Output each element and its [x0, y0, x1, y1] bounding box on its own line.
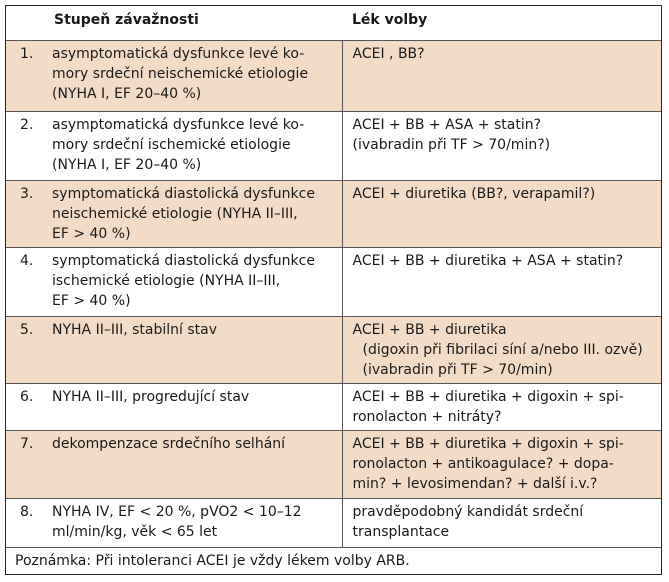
severity-cell [52, 316, 342, 383]
drug-line: (digoxin při fibrilaci síní a/nebo III. ozvě) [362, 341, 643, 358]
severity-line: EF > 40 %) [52, 292, 131, 309]
drug-line: (ivabradin při TF > 70/min?) [352, 136, 551, 153]
row-number: 8. [20, 503, 34, 520]
header-severity: Stupeň závažnosti [54, 12, 199, 28]
severity-line: mory srdeční neischemické etiologie [52, 65, 309, 82]
severity-cell [52, 247, 342, 316]
drug-cell [342, 111, 661, 180]
drug-line: ACEI + BB + diuretika + ASA + statin? [352, 252, 624, 269]
severity-line: asymptomatická dysfunkce levé ko- [52, 45, 305, 62]
table-header-row [6, 6, 661, 40]
drug-cell [342, 247, 661, 316]
severity-cell [52, 40, 342, 111]
table-row [6, 498, 661, 547]
table-row [6, 40, 661, 111]
row-number: 1. [20, 45, 34, 62]
header-drug: Lék volby [352, 12, 428, 28]
drug-cell [342, 40, 661, 111]
drug-line: ronolacton + nitráty? [352, 408, 502, 425]
severity-line: EF > 40 %) [52, 225, 131, 242]
table-row [6, 180, 661, 247]
severity-line: NYHA II–III, progredující stav [52, 388, 250, 405]
table-row [6, 316, 661, 383]
table-row [6, 247, 661, 316]
drug-cell [342, 383, 661, 430]
table-row [6, 430, 661, 498]
drug-line: ACEI + BB + ASA + statin? [352, 116, 542, 133]
table-footnote: Poznámka: Při intoleranci ACEI je vždy lékem volby ARB. [6, 547, 661, 571]
drug-line: ronolacton + antikoagulace? + dopa- [352, 455, 614, 472]
drug-line: min? + levosimendan? + další i.v.? [352, 475, 598, 492]
drug-cell [342, 430, 661, 498]
severity-line: dekompenzace srdečního selhání [52, 435, 286, 452]
severity-line: (NYHA I, EF 20–40 %) [52, 85, 202, 102]
drug-line: pravděpodobný kandidát srdeční [352, 503, 584, 520]
severity-line: (NYHA I, EF 20–40 %) [52, 156, 202, 173]
drug-cell [342, 498, 661, 547]
severity-line: symptomatická diastolická dysfunkce [52, 185, 315, 202]
severity-cell [52, 180, 342, 247]
row-number: 4. [20, 252, 34, 269]
treatment-table-frame [5, 5, 662, 575]
table-row [6, 111, 661, 180]
treatment-table [6, 6, 661, 547]
drug-line: (ivabradin při TF > 70/min) [362, 361, 553, 378]
severity-line: neischemické etiologie (NYHA II–III, [52, 205, 298, 222]
row-number: 2. [20, 116, 34, 133]
row-number: 3. [20, 185, 34, 202]
drug-line: ACEI , BB? [352, 45, 425, 62]
severity-line: NYHA IV, EF < 20 %, pVO2 < 10–12 [52, 503, 302, 520]
row-number: 7. [20, 435, 34, 452]
severity-line: symptomatická diastolická dysfunkce [52, 252, 315, 269]
severity-line: mory srdeční ischemické etiologie [52, 136, 291, 153]
severity-line: ml/min/kg, věk < 65 let [52, 523, 218, 540]
severity-cell [52, 383, 342, 430]
severity-line: NYHA II–III, stabilní stav [52, 321, 218, 338]
severity-line: ischemické etiologie (NYHA II–III, [52, 272, 281, 289]
drug-line: ACEI + BB + diuretika [352, 321, 507, 338]
drug-line: ACEI + diuretika (BB?, verapamil?) [352, 185, 596, 202]
drug-line: ACEI + BB + diuretika + digoxin + spi- [352, 435, 624, 452]
row-number: 5. [20, 321, 34, 338]
severity-cell [52, 430, 342, 498]
drug-cell [342, 180, 661, 247]
drug-line: transplantace [352, 523, 450, 540]
table-row [6, 383, 661, 430]
drug-line: ACEI + BB + diuretika + digoxin + spi- [352, 388, 624, 405]
severity-cell [52, 498, 342, 547]
row-number: 6. [20, 388, 34, 405]
severity-cell [52, 111, 342, 180]
severity-line: asymptomatická dysfunkce levé ko- [52, 116, 305, 133]
drug-cell [342, 316, 661, 383]
